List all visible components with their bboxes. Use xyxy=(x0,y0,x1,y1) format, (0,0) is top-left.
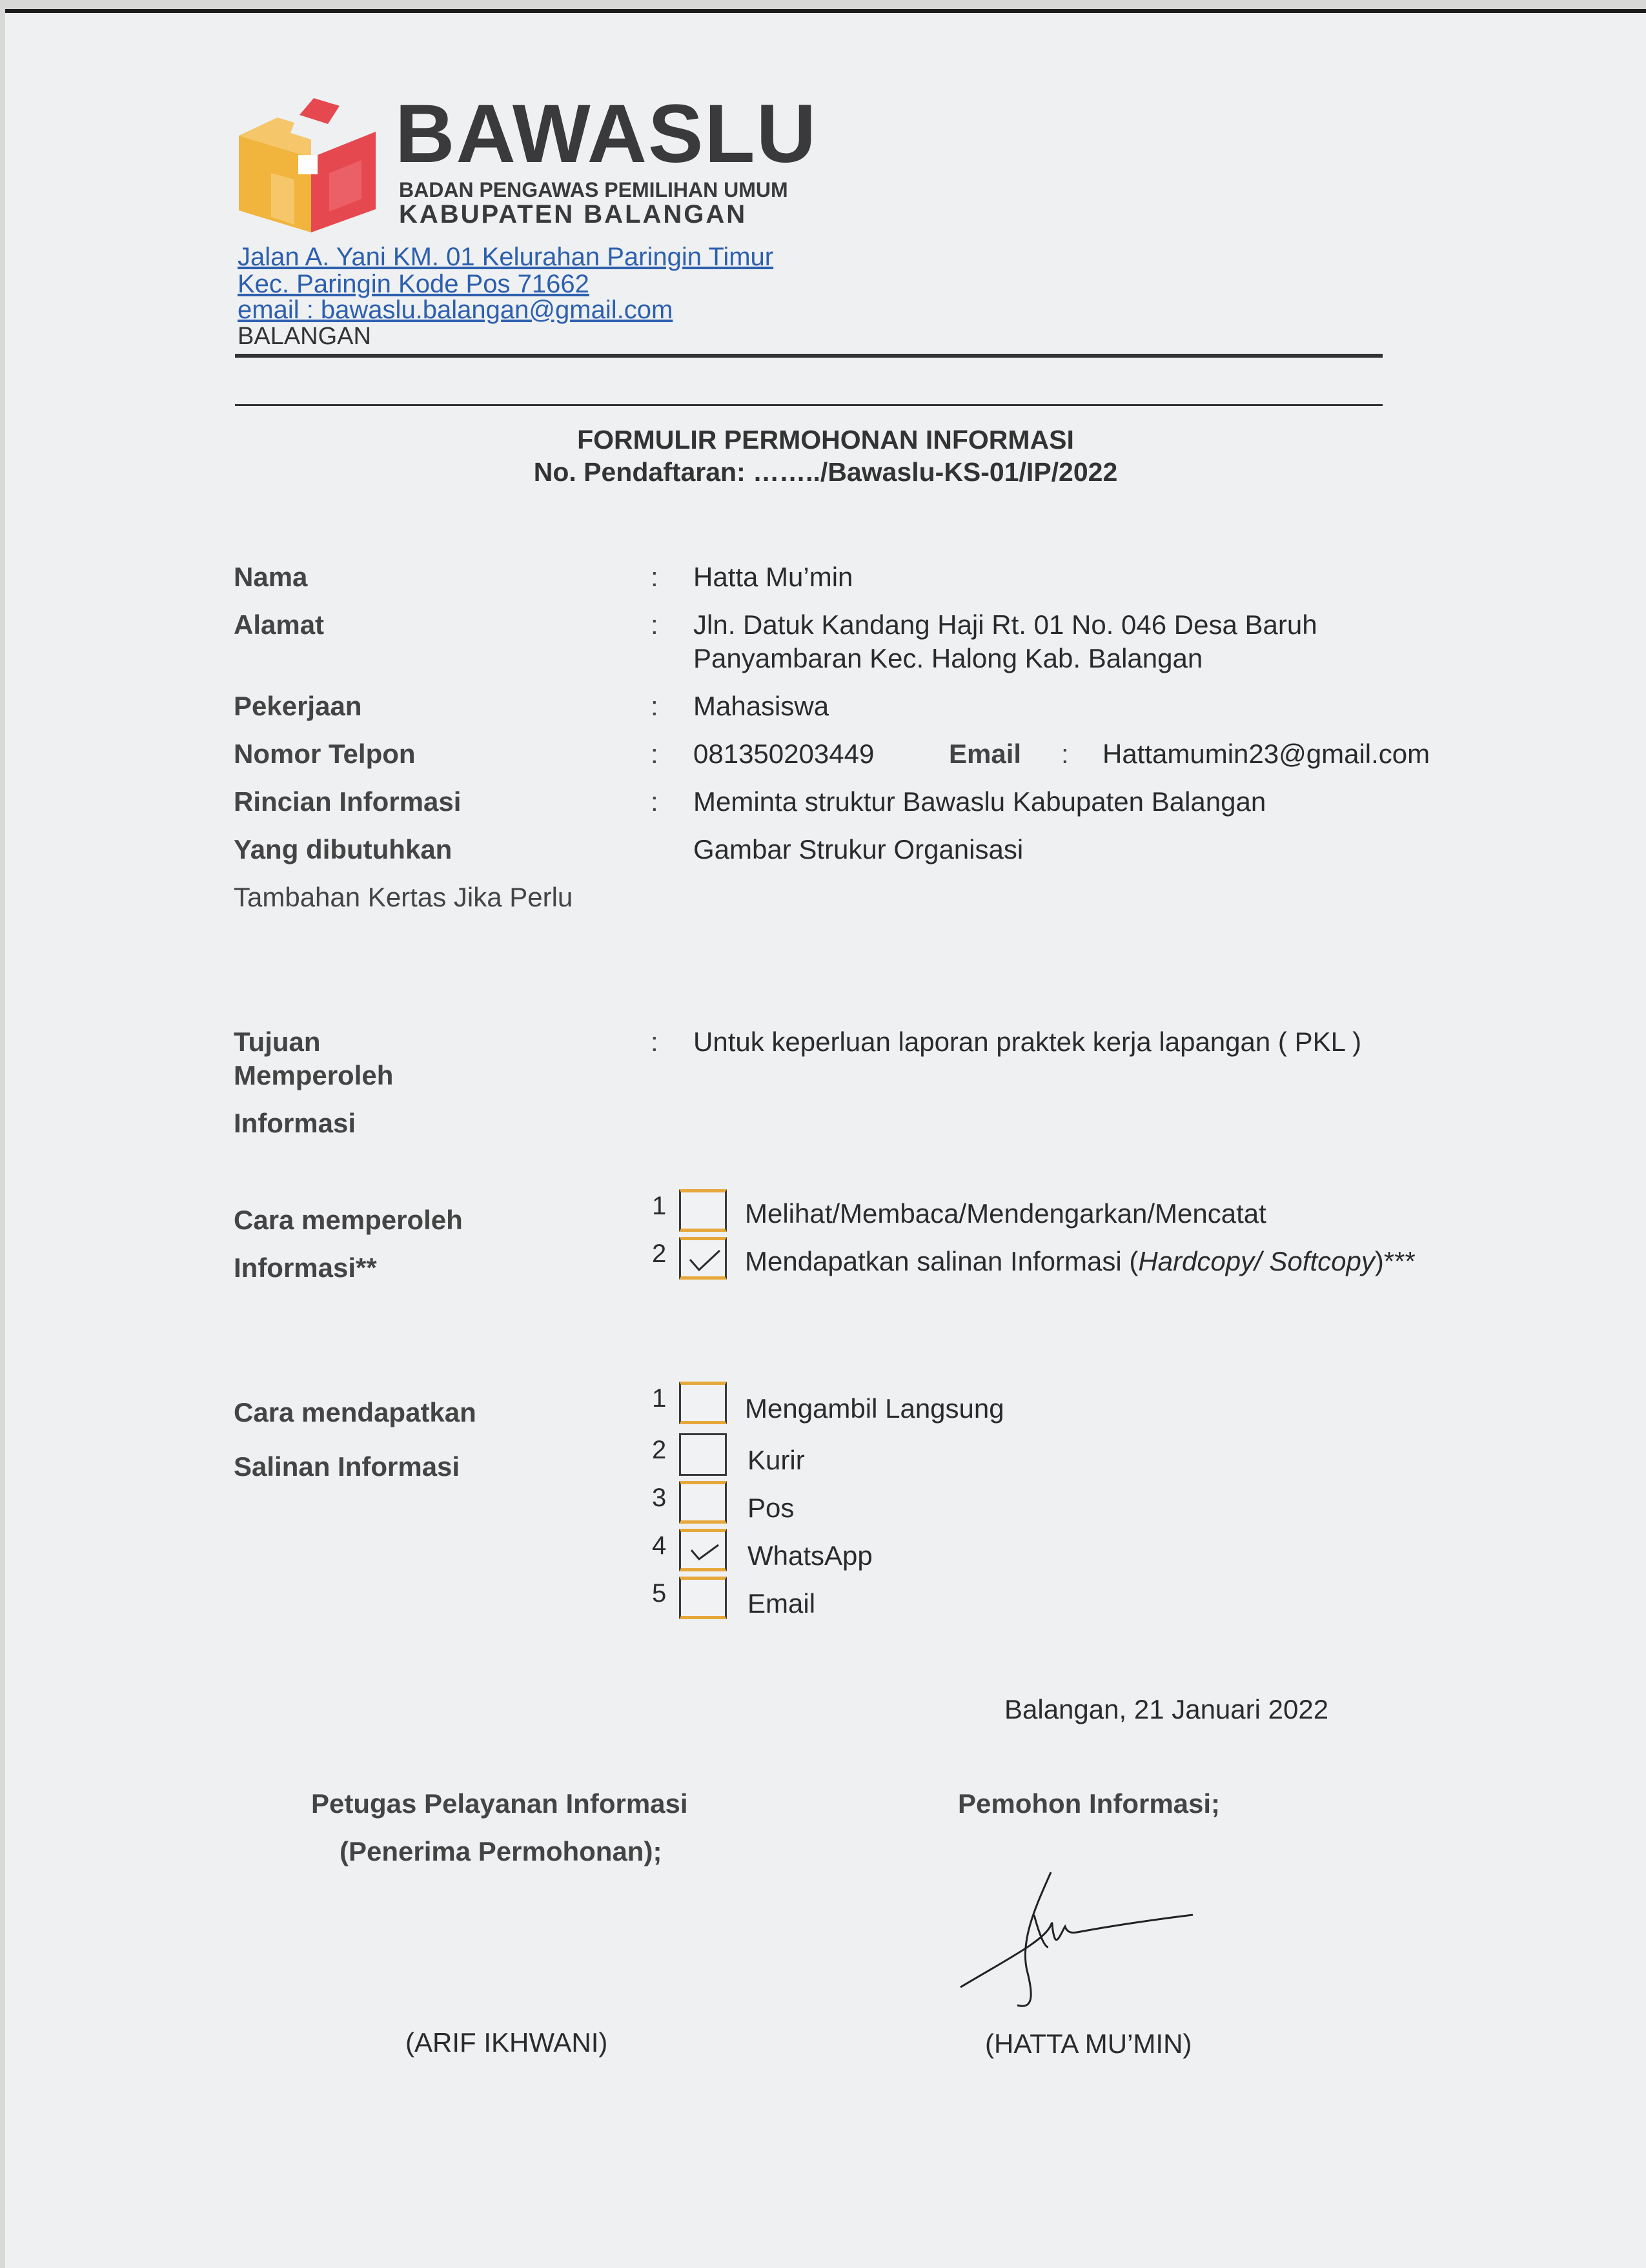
registration-number: No. Pendaftaran: ……../Bawaslu-KS-01/IP/2022 xyxy=(533,457,1118,487)
checkbox-whatsapp[interactable] xyxy=(679,1529,727,1571)
header-rule-thin xyxy=(235,404,1383,406)
option-number: 5 xyxy=(652,1579,667,1608)
letterhead-city: BALANGAN xyxy=(238,323,371,350)
tambahan-label: Tambahan Kertas Jika Perlu xyxy=(234,882,573,912)
checkbox-email[interactable] xyxy=(679,1577,727,1619)
dibutuhkan-label: Yang dibutuhkan xyxy=(234,834,452,864)
dibutuhkan-value: Gambar Strukur Organisasi xyxy=(693,834,1024,864)
applicant-name: (HATTA MU’MIN) xyxy=(985,2028,1192,2059)
telpon-colon: : xyxy=(651,739,658,769)
alamat-label: Alamat xyxy=(234,609,325,640)
cara-memperoleh-label-1: Cara memperoleh xyxy=(234,1205,463,1235)
checkbox-kurir[interactable] xyxy=(679,1433,727,1476)
officer-title-1: Petugas Pelayanan Informasi xyxy=(311,1788,688,1819)
pekerjaan-colon: : xyxy=(651,691,658,721)
address-line-2: Kec. Paringin Kode Pos 71662 xyxy=(238,270,589,298)
checkmark-icon xyxy=(687,1537,721,1566)
email-colon: : xyxy=(1061,739,1069,769)
applicant-signature-icon xyxy=(954,1863,1199,2018)
option-number: 1 xyxy=(652,1192,667,1220)
rincian-colon: : xyxy=(651,786,658,817)
form-page xyxy=(5,9,1646,2268)
bawaslu-logo-icon xyxy=(232,96,387,239)
option-whatsapp-label: WhatsApp xyxy=(747,1540,873,1571)
option-number: 1 xyxy=(652,1384,667,1413)
tujuan-label-1: Tujuan xyxy=(234,1027,321,1057)
option-kurir-label: Kurir xyxy=(747,1445,805,1475)
checkbox-salinan[interactable] xyxy=(679,1237,727,1280)
option-number: 3 xyxy=(652,1484,667,1512)
option-mengambil-label: Mengambil Langsung xyxy=(745,1393,1004,1424)
option-email-label: Email xyxy=(747,1588,816,1619)
cara-memperoleh-label-2: Informasi** xyxy=(234,1252,377,1283)
telpon-label: Nomor Telpon xyxy=(234,739,416,769)
rincian-label: Rincian Informasi xyxy=(234,786,462,817)
tujuan-label-3: Informasi xyxy=(234,1108,356,1138)
option-number: 2 xyxy=(652,1436,667,1464)
address-line-1: Jalan A. Yani KM. 01 Kelurahan Paringin Timur xyxy=(238,243,774,271)
alamat-value-1: Jln. Datuk Kandang Haji Rt. 01 No. 046 Desa Baruh xyxy=(693,609,1317,640)
alamat-value-2: Panyambaran Kec. Halong Kab. Balangan xyxy=(693,643,1203,673)
tujuan-label-2: Memperoleh xyxy=(234,1060,394,1090)
org-name: BAWASLU xyxy=(395,88,817,180)
email-value: Hattamumin23@gmail.com xyxy=(1102,739,1430,769)
alamat-colon: : xyxy=(651,609,658,640)
nama-label: Nama xyxy=(234,562,308,592)
officer-title-2: (Penerima Permohonan); xyxy=(340,1836,662,1866)
pekerjaan-label: Pekerjaan xyxy=(234,691,362,721)
option-melihat-label: Melihat/Membaca/Mendengarkan/Mencatat xyxy=(745,1198,1266,1229)
option-number: 2 xyxy=(652,1240,667,1268)
telpon-value: 081350203449 xyxy=(693,739,875,769)
pekerjaan-value: Mahasiswa xyxy=(693,691,829,721)
org-full-name: BADAN PENGAWAS PEMILIHAN UMUM xyxy=(399,178,788,201)
checkbox-melihat[interactable] xyxy=(679,1189,727,1232)
nama-value: Hatta Mu’min xyxy=(693,562,853,592)
applicant-title: Pemohon Informasi; xyxy=(958,1788,1221,1819)
checkbox-pos[interactable] xyxy=(679,1481,727,1524)
checkbox-mengambil[interactable] xyxy=(679,1382,727,1424)
rincian-value: Meminta struktur Bawaslu Kabupaten Balangan xyxy=(693,786,1266,817)
org-region: KABUPATEN BALANGAN xyxy=(399,200,747,229)
officer-name: (ARIF IKHWANI) xyxy=(405,2027,608,2058)
option-pos-label: Pos xyxy=(747,1493,795,1523)
cara-mendapatkan-label-1: Cara mendapatkan xyxy=(234,1397,476,1427)
email-link[interactable]: email : bawaslu.balangan@gmail.com xyxy=(238,296,673,324)
checkmark-icon xyxy=(687,1245,721,1274)
nama-colon: : xyxy=(651,562,658,592)
place-date: Balangan, 21 Januari 2022 xyxy=(1004,1694,1329,1724)
header-rule-thick xyxy=(235,354,1383,358)
option-salinan-label: Mendapatkan salinan Informasi (Hardcopy/ Softcopy)*** xyxy=(745,1246,1416,1276)
option-number: 4 xyxy=(652,1531,667,1560)
email-label: Email xyxy=(949,739,1022,769)
tujuan-colon: : xyxy=(651,1027,658,1057)
cara-mendapatkan-label-2: Salinan Informasi xyxy=(234,1451,460,1482)
tujuan-value: Untuk keperluan laporan praktek kerja lapangan ( PKL ) xyxy=(693,1027,1362,1057)
form-title: FORMULIR PERMOHONAN INFORMASI xyxy=(577,425,1074,455)
